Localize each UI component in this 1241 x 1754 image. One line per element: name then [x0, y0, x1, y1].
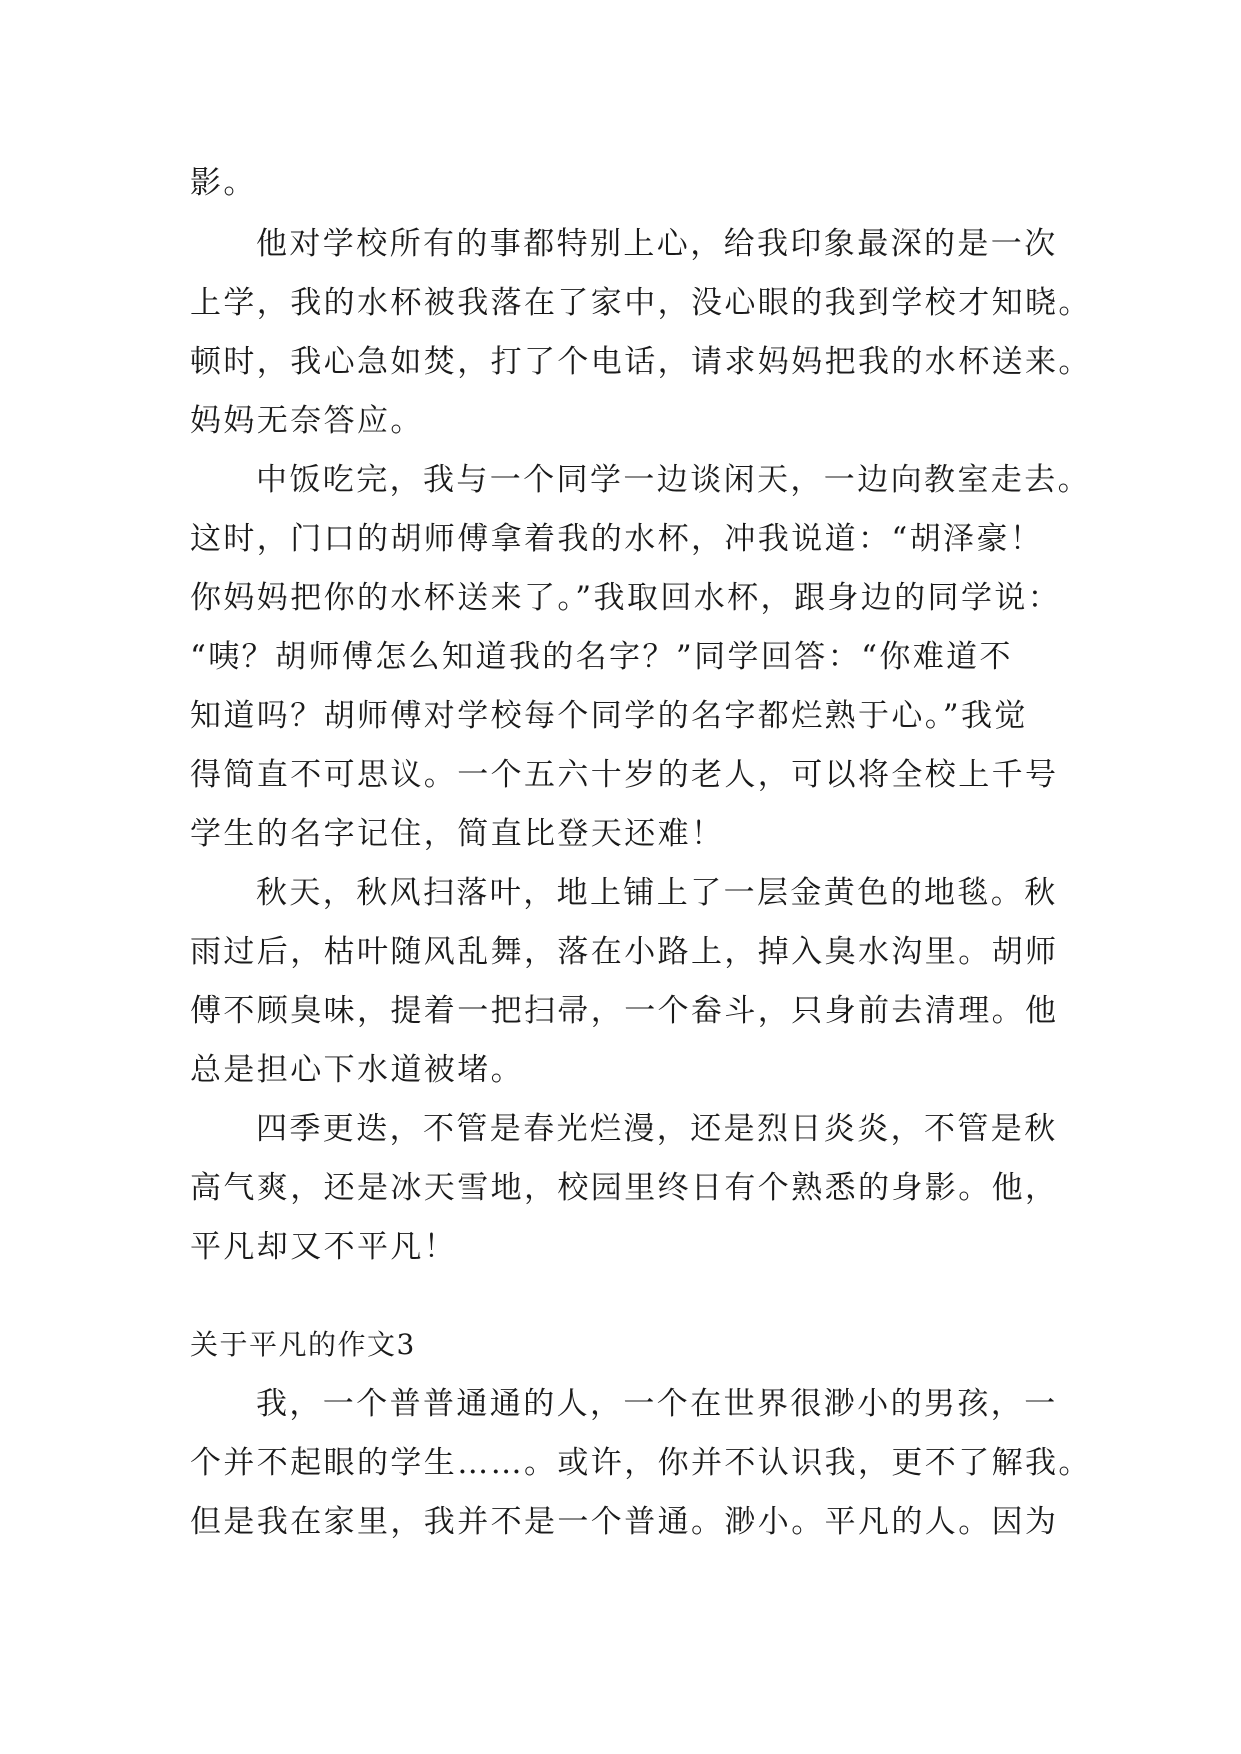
paragraph-line: 学生的名字记住，简直比登天还难！	[190, 816, 725, 852]
paragraph-line: 傅不顾臭味，提着一把扫帚，一个畚斗，只身前去清理。他	[190, 993, 1059, 1029]
paragraph-line: 影。	[190, 165, 257, 201]
paragraph-first-line: 秋天，秋风扫落叶，地上铺上了一层金黄色的地毯。秋	[256, 875, 1058, 911]
paragraph-line: 你妈妈把你的水杯送来了。”我取回水杯，跟身边的同学说：	[190, 580, 1062, 616]
paragraph-line: “咦？胡师傅怎么知道我的名字？”同学回答：“你难道不	[190, 639, 1013, 675]
paragraph-line: 上学，我的水杯被我落在了家中，没心眼的我到学校才知晓。	[190, 285, 1092, 321]
paragraph-first-line: 他对学校所有的事都特别上心，给我印象最深的是一次	[256, 226, 1058, 262]
paragraph-line: 高气爽，还是冰天雪地，校园里终日有个熟悉的身影。他，	[190, 1170, 1059, 1206]
paragraph-line: 平凡却又不平凡！	[190, 1229, 458, 1265]
paragraph-first-line: 四季更迭，不管是春光烂漫，还是烈日炎炎，不管是秋	[256, 1111, 1058, 1147]
paragraph-first-line: 我，一个普普通通的人，一个在世界很渺小的男孩，一	[256, 1386, 1058, 1422]
paragraph-line: 但是我在家里，我并不是一个普通。渺小。平凡的人。因为	[190, 1504, 1059, 1540]
section-heading: 关于平凡的作文3	[190, 1328, 416, 1361]
paragraph-line: 这时，门口的胡师傅拿着我的水杯，冲我说道：“胡泽豪！	[190, 521, 1044, 557]
paragraph-line: 个并不起眼的学生……。或许，你并不认识我，更不了解我。	[190, 1445, 1092, 1481]
paragraph-line: 知道吗？胡师傅对学校每个同学的名字都烂熟于心。”我觉	[190, 698, 1028, 734]
paragraph-line: 得简直不可思议。一个五六十岁的老人，可以将全校上千号	[190, 757, 1059, 793]
paragraph-first-line: 中饭吃完，我与一个同学一边谈闲天，一边向教室走去。	[256, 462, 1091, 498]
paragraph-line: 雨过后，枯叶随风乱舞，落在小路上，掉入臭水沟里。胡师	[190, 934, 1059, 970]
paragraph-line: 妈妈无奈答应。	[190, 403, 424, 439]
paragraph-line: 总是担心下水道被堵。	[190, 1052, 524, 1088]
paragraph-line: 顿时，我心急如焚，打了个电话，请求妈妈把我的水杯送来。	[190, 344, 1092, 380]
